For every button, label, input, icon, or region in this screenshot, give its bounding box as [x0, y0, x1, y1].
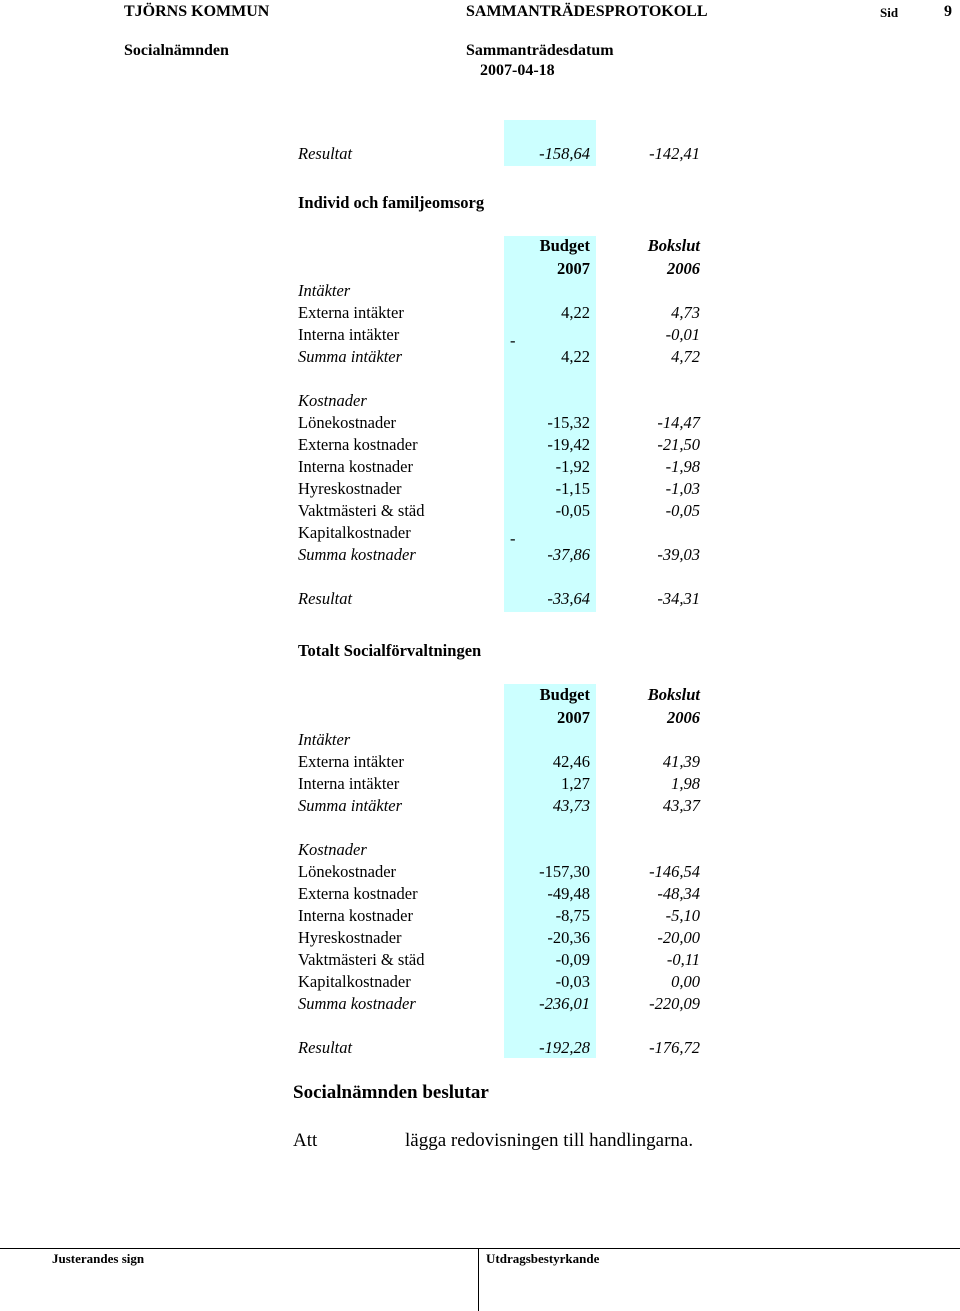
budget-header: Budget: [539, 236, 590, 255]
bokslut-header: Bokslut: [647, 236, 700, 255]
committee-name: Socialnämnden: [124, 42, 229, 59]
row-budget: -0,05: [555, 501, 590, 520]
row-label: Hyreskostnader: [298, 928, 402, 947]
row-bokslut: -1,03: [665, 479, 700, 498]
row-label: Summa intäkter: [298, 347, 403, 366]
row-budget: -37,86: [547, 545, 590, 564]
row-label: Summa intäkter: [298, 796, 403, 815]
document-type: SAMMANTRÄDESPROTOKOLL: [466, 3, 708, 20]
bokslut-year: 2006: [667, 259, 700, 278]
decision-att-label: Att: [293, 1130, 318, 1151]
footer-utdragsbestyrkande: Utdragsbestyrkande: [486, 1251, 600, 1266]
row-bokslut: -0,05: [665, 501, 700, 520]
kostnader-label: Kostnader: [298, 391, 367, 410]
resultat-label: Resultat: [298, 589, 353, 608]
row-label: Interna kostnader: [298, 457, 413, 476]
section-title-ifo: Individ och familjeomsorg: [298, 193, 485, 212]
row-bokslut: -48,34: [657, 884, 700, 903]
row-budget: -: [510, 331, 516, 350]
resultat-label: Resultat: [298, 1038, 353, 1057]
budget-header: Budget: [539, 685, 590, 704]
meeting-date-label: Sammanträdesdatum: [466, 42, 614, 59]
row-label: Lönekostnader: [298, 413, 397, 432]
row-bokslut: 1,98: [671, 774, 700, 793]
row-label: Kapitalkostnader: [298, 523, 411, 542]
row-budget: -20,36: [547, 928, 590, 947]
row-label: Vaktmästeri & städ: [298, 950, 425, 969]
budget-year: 2007: [557, 259, 590, 278]
row-budget: -0,09: [555, 950, 590, 969]
footer-divider: [0, 1248, 960, 1249]
bokslut-year: 2006: [667, 708, 700, 727]
row-label: Externa intäkter: [298, 752, 404, 771]
row-bokslut: -146,54: [649, 862, 700, 881]
row-label: Summa kostnader: [298, 994, 416, 1013]
row-label: Vaktmästeri & städ: [298, 501, 425, 520]
page-number: 9: [944, 3, 952, 20]
row-budget: 4,22: [561, 303, 590, 322]
row-label: Kapitalkostnader: [298, 972, 411, 991]
row-budget: 42,46: [552, 752, 590, 771]
intakter-label: Intäkter: [298, 281, 351, 300]
row-budget: 1,27: [561, 774, 590, 793]
row-budget: -0,03: [555, 972, 590, 991]
row-label: Externa kostnader: [298, 884, 418, 903]
row-bokslut: -220,09: [649, 994, 700, 1013]
row-label: Externa kostnader: [298, 435, 418, 454]
row-label: Externa intäkter: [298, 303, 404, 322]
row-budget: -157,30: [539, 862, 590, 881]
footer-column-divider: [478, 1248, 479, 1311]
resultat-bokslut: -34,31: [657, 589, 700, 608]
budget-year: 2007: [557, 708, 590, 727]
row-budget: -15,32: [547, 413, 590, 432]
row-bokslut: -0,01: [665, 325, 700, 344]
row-label: Summa kostnader: [298, 545, 416, 564]
section-title-total: Totalt Socialförvaltningen: [298, 641, 482, 660]
row-bokslut: -20,00: [657, 928, 700, 947]
bokslut-header: Bokslut: [647, 685, 700, 704]
row-bokslut: 41,39: [662, 752, 700, 771]
row-bokslut: 43,37: [662, 796, 700, 815]
row-budget: 4,22: [561, 347, 590, 366]
row-bokslut: 4,73: [671, 303, 700, 322]
decision-title: Socialnämnden beslutar: [293, 1082, 489, 1103]
row-label: Hyreskostnader: [298, 479, 402, 498]
kostnader-label: Kostnader: [298, 840, 367, 859]
row-budget: -49,48: [547, 884, 590, 903]
meeting-date: 2007-04-18: [480, 62, 555, 79]
prev-resultat-bokslut: -142,41: [649, 144, 700, 163]
row-bokslut: 0,00: [671, 972, 700, 991]
row-bokslut: -1,98: [665, 457, 700, 476]
row-budget: -19,42: [547, 435, 590, 454]
decision-text: lägga redovisningen till handlingarna.: [405, 1130, 694, 1151]
intakter-label: Intäkter: [298, 730, 351, 749]
row-bokslut: 4,72: [671, 347, 700, 366]
row-budget: 43,73: [552, 796, 590, 815]
row-budget: -1,92: [555, 457, 590, 476]
prev-resultat-budget: -158,64: [539, 144, 590, 163]
resultat-budget: -192,28: [539, 1038, 590, 1057]
resultat-bokslut: -176,72: [649, 1038, 700, 1057]
row-bokslut: -5,10: [665, 906, 700, 925]
row-budget: -: [510, 529, 516, 548]
row-bokslut: -0,11: [666, 950, 700, 969]
row-bokslut: -39,03: [657, 545, 700, 564]
row-label: Interna kostnader: [298, 906, 413, 925]
page-label: Sid: [880, 5, 899, 20]
row-bokslut: -21,50: [657, 435, 700, 454]
municipality-name: TJÖRNS KOMMUN: [124, 3, 270, 20]
row-label: Interna intäkter: [298, 774, 400, 793]
row-budget: -236,01: [539, 994, 590, 1013]
row-budget: -1,15: [555, 479, 590, 498]
row-label: Lönekostnader: [298, 862, 397, 881]
resultat-budget: -33,64: [547, 589, 590, 608]
row-bokslut: -14,47: [657, 413, 700, 432]
row-budget: -8,75: [555, 906, 590, 925]
row-label: Interna intäkter: [298, 325, 400, 344]
prev-resultat-label: Resultat: [298, 144, 353, 163]
footer-justerandes-sign: Justerandes sign: [52, 1251, 145, 1266]
